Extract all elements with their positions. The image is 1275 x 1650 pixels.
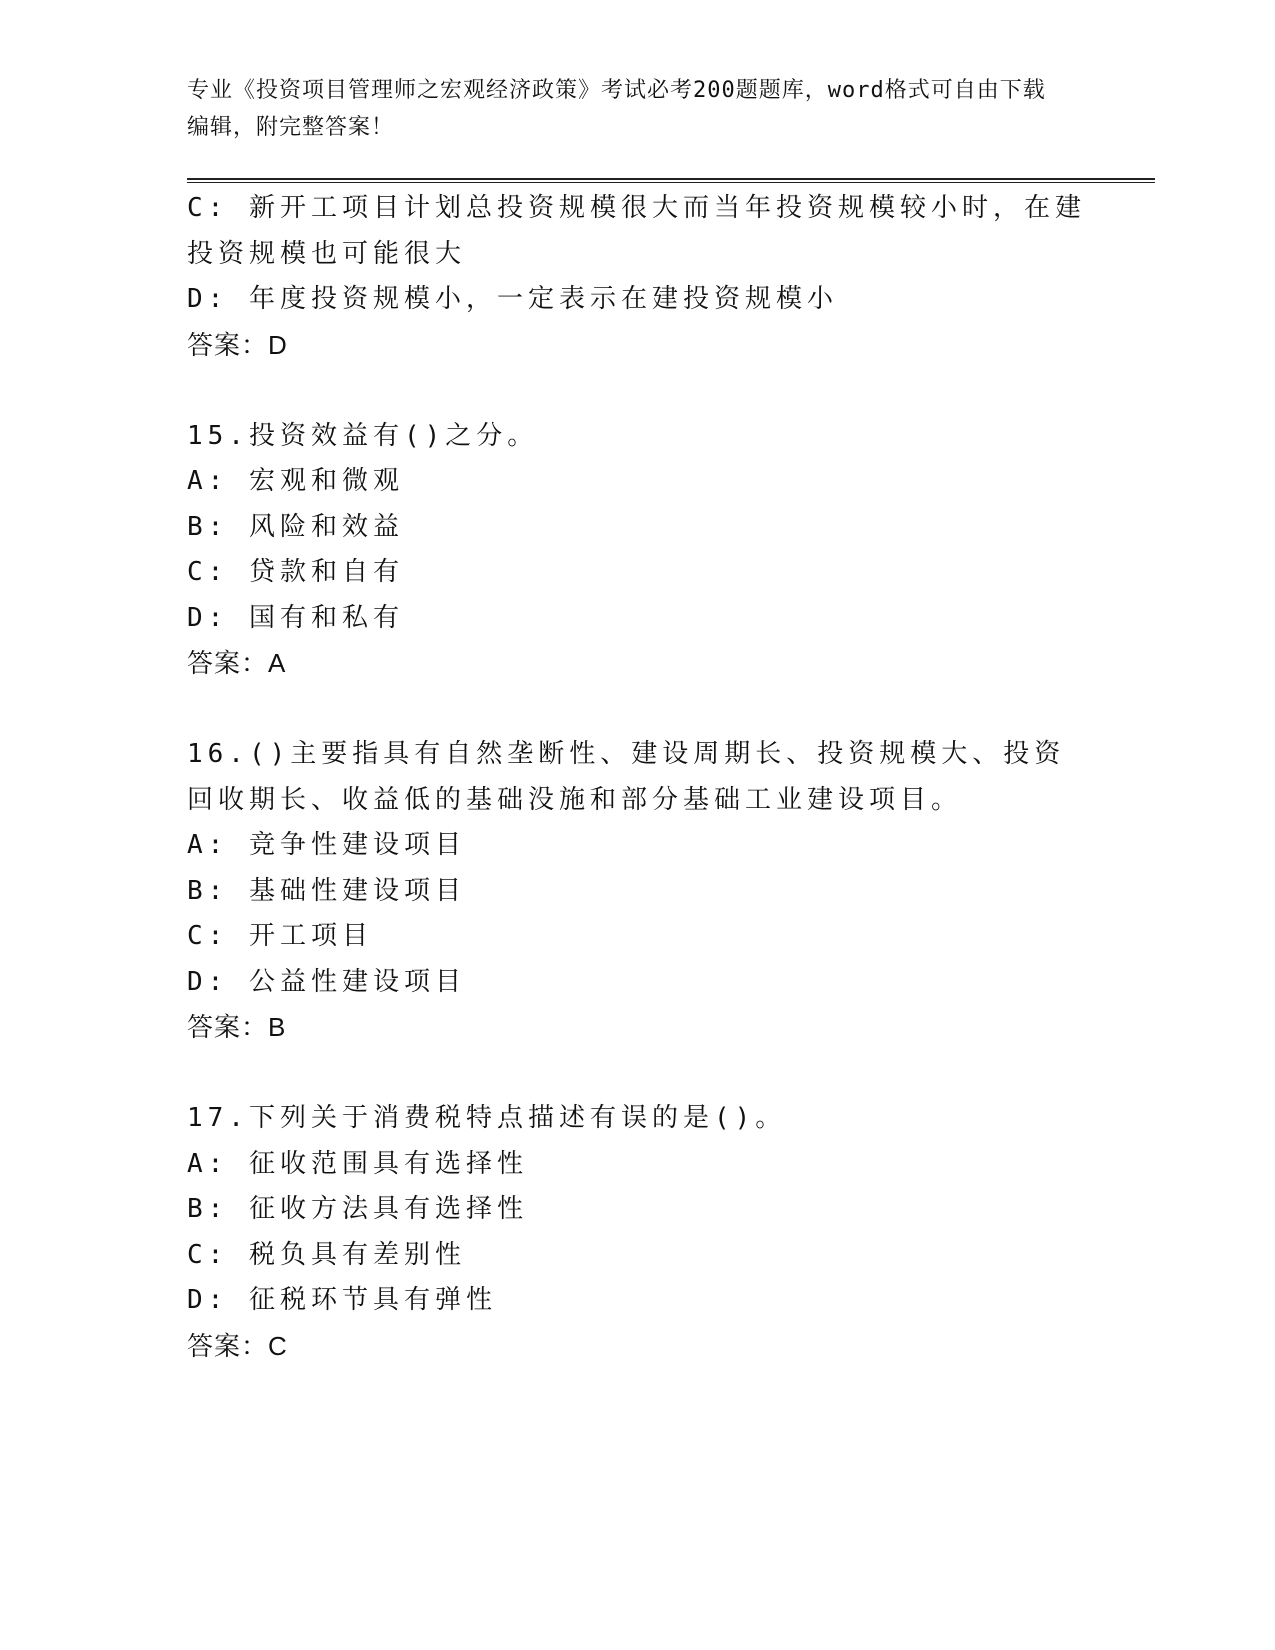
option-c: C: 开工项目 — [187, 921, 373, 951]
option-b: B: 风险和效益 — [187, 511, 404, 542]
question-stem: 17.下列关于消费税特点描述有误的是()。 — [187, 1103, 787, 1133]
answer-line: 答案：A — [187, 648, 287, 678]
document-header: 专业《投资项目管理师之宏观经济政策》考试必考200题题库，word格式可自由下载编辑，附完整答案！ — [187, 78, 1046, 140]
question-stem: 16.()主要指具有自然垄断性、建设周期长、投资规模大、投资回收期长、收益低的基础没施和部分基础工业建设项目。 — [187, 739, 1066, 815]
option-c: C: 新开工项目计划总投资规模很大而当年投资规模较小时，在建投资规模也可能很大 — [187, 193, 1086, 269]
option-c: C: 税负具有差别性 — [187, 1239, 466, 1270]
question-16 — [187, 732, 1087, 1051]
question-stem: 15.投资效益有()之分。 — [187, 420, 539, 451]
option-d: D: 年度投资规模小，一定表示在建投资规模小 — [187, 284, 838, 314]
continued-question — [187, 186, 1087, 368]
option-a: A: 竞争性建设项目 — [187, 830, 466, 860]
spacer — [187, 1051, 1087, 1097]
answer-line: 答案：B — [187, 1012, 287, 1042]
answer-line: 答案：C — [187, 1330, 288, 1361]
option-b: B: 征收方法具有选择性 — [187, 1194, 528, 1224]
option-b: B: 基础性建设项目 — [187, 875, 466, 906]
question-17 — [187, 1096, 1087, 1369]
spacer — [187, 368, 1087, 414]
answer-line: 答案：D — [187, 329, 288, 360]
option-c: C: 贷款和自有 — [187, 557, 404, 587]
spacer — [187, 687, 1087, 733]
question-15 — [187, 414, 1087, 687]
question-content — [187, 186, 1087, 1369]
option-d: D: 征税环节具有弹性 — [187, 1285, 497, 1315]
option-a: A: 宏观和微观 — [187, 466, 404, 496]
option-d: D: 公益性建设项目 — [187, 966, 466, 997]
option-d: D: 国有和私有 — [187, 602, 404, 633]
option-a: A: 征收范围具有选择性 — [187, 1148, 528, 1179]
header-divider — [187, 178, 1155, 183]
